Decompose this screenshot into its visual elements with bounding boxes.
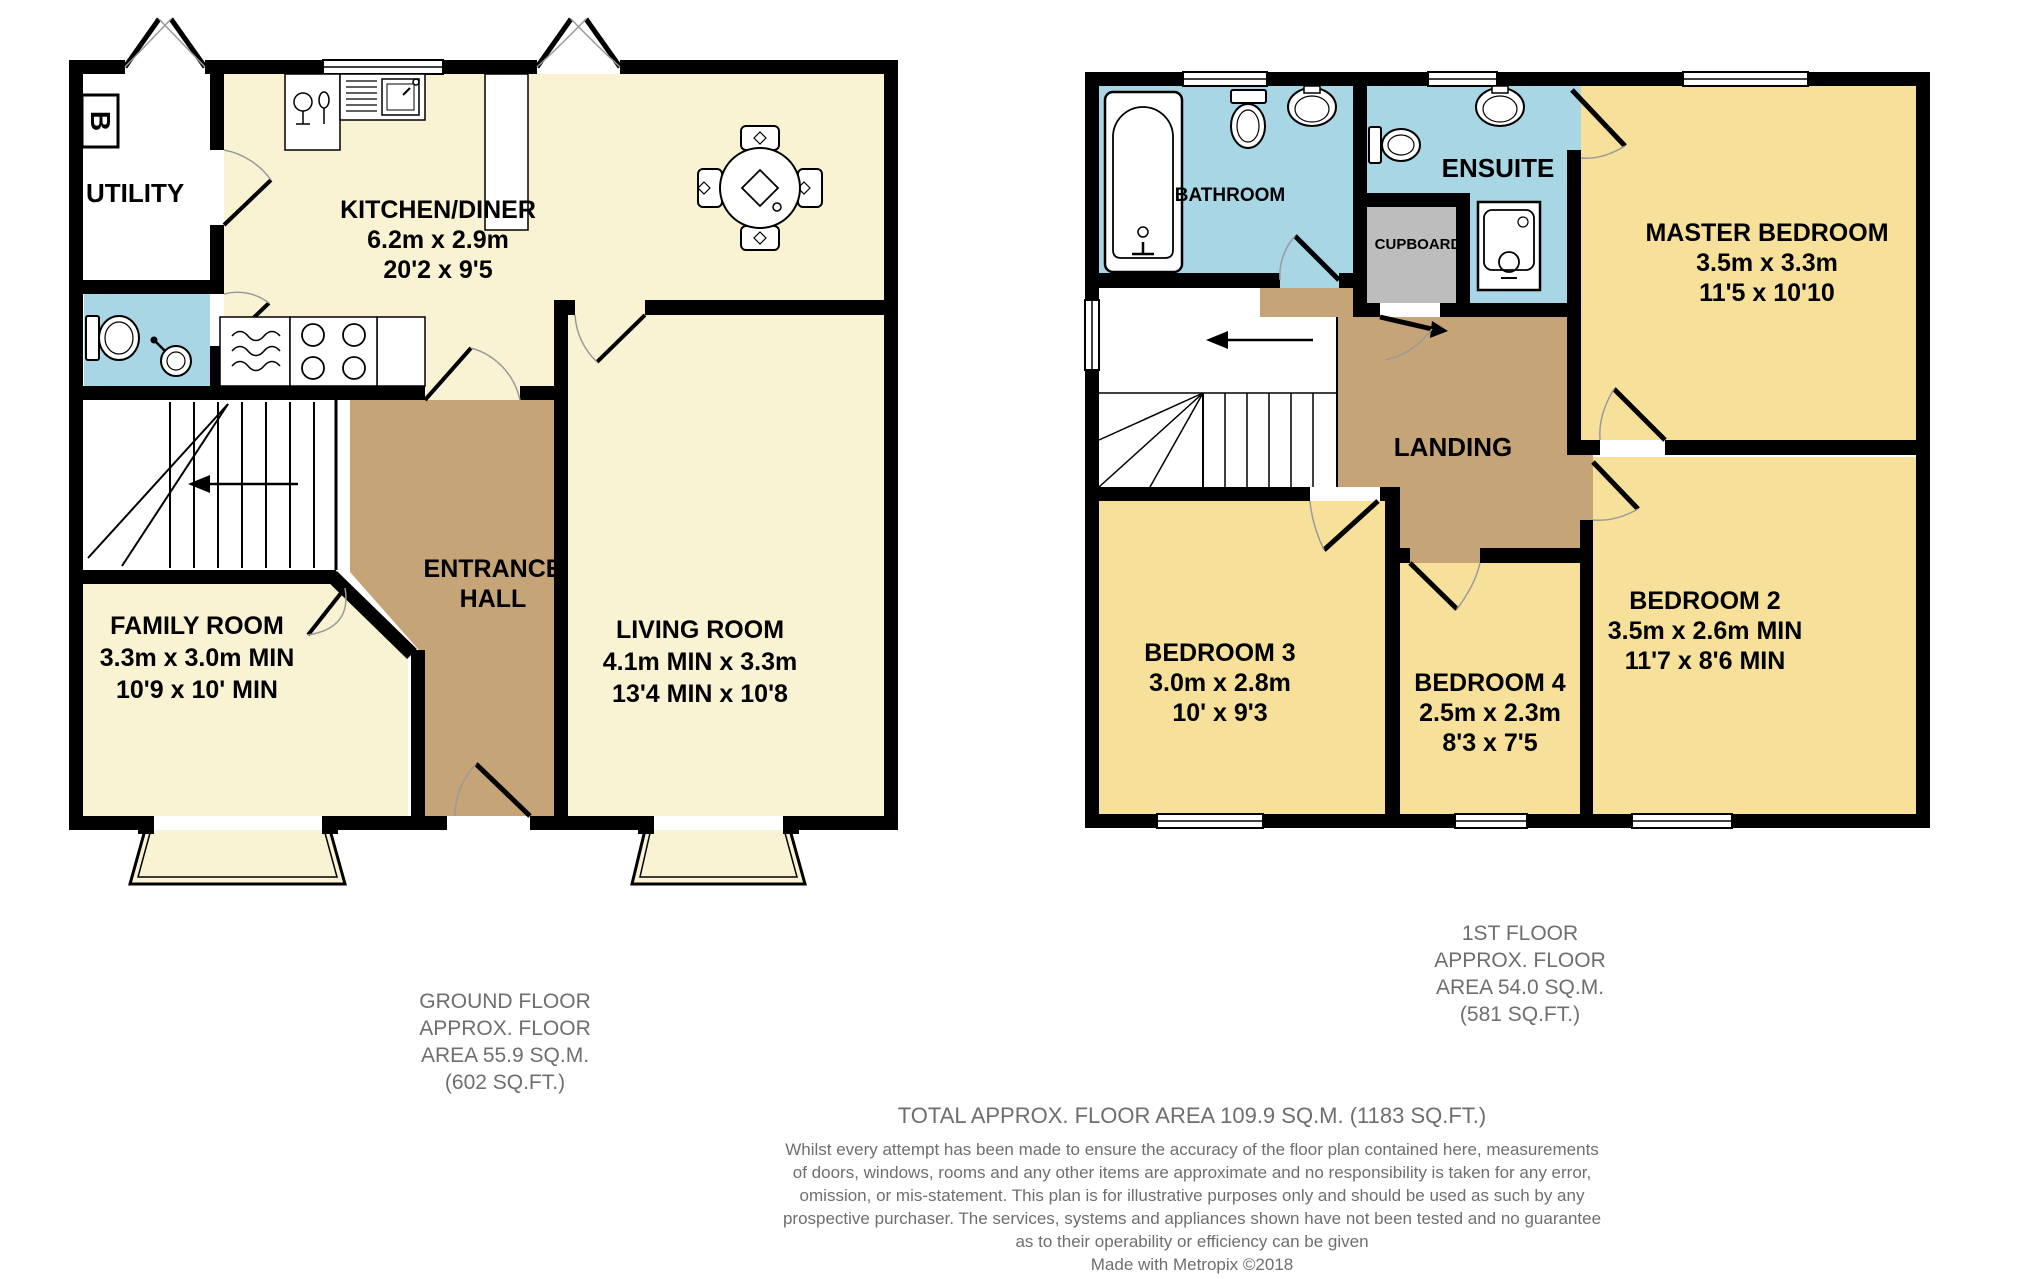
oven-icon (220, 317, 290, 386)
cupboard-label: CUPBOARD (1374, 236, 1462, 253)
bedroom4-label: BEDROOM 4 2.5m x 2.3m 8'3 x 7'5 (1414, 669, 1566, 757)
bedroom2-label: BEDROOM 2 3.5m x 2.6m MIN 11'7 x 8'6 MIN (1607, 587, 1803, 675)
toilet-icon (1231, 90, 1266, 148)
ground-floor-caption: GROUND FLOOR APPROX. FLOOR AREA 55.9 SQ.M. (602 SQ.FT.) (419, 990, 591, 1094)
boiler-label: B (84, 110, 116, 132)
disclaimer-line: of doors, windows, rooms and any other items are approximate and no responsibility is taken for any error, (792, 1163, 1592, 1182)
entrance-hall-label: ENTRANCE HALL (423, 555, 563, 613)
total-floor-area: TOTAL APPROX. FLOOR AREA 109.9 SQ.M. (1183 SQ.FT.) (897, 1103, 1487, 1128)
toilet-icon (86, 316, 139, 360)
bathroom-label: BATHROOM (1174, 185, 1286, 206)
kitchen-label: KITCHEN/DINER 6.2m x 2.9m 20'2 x 9'5 (340, 196, 536, 284)
first-floor-plan (1080, 10, 1940, 890)
glass-cabinet-icon (285, 74, 340, 150)
disclaimer-line: Whilst every attempt has been made to ensure the accuracy of the floor plan contained here, measurements (785, 1140, 1599, 1159)
living-room-label: LIVING ROOM 4.1m MIN x 3.3m 13'4 MIN x 10'8 (602, 616, 798, 708)
disclaimer (392, 1138, 1992, 1276)
first-floor-caption: 1ST FLOOR APPROX. FLOOR AREA 54.0 SQ.M. (581 SQ.FT.) (1434, 922, 1606, 1026)
master-bedroom-label: MASTER BEDROOM 3.5m x 3.3m 11'5 x 10'10 (1645, 219, 1889, 307)
disclaimer-line: as to their operability or efficiency can be given (1015, 1232, 1369, 1251)
appliance-icon (377, 317, 425, 386)
disclaimer-line: prospective purchaser. The services, systems and appliances shown have not been tested and no guarantee (782, 1209, 1602, 1228)
sink-icon (340, 74, 425, 120)
ensuite-label: ENSUITE (1441, 153, 1555, 183)
bath-icon (1105, 92, 1182, 272)
disclaimer-line: omission, or mis-statement. This plan is for illustrative purposes only and should be used as such by any (799, 1186, 1585, 1205)
utility-label: UTILITY (86, 178, 185, 208)
ground-floor-drawing (60, 10, 920, 890)
shower-basin-icon (1478, 202, 1540, 290)
ground-floor-plan (60, 10, 920, 890)
metropix-credit: Made with Metropix ©2018 (1090, 1255, 1294, 1274)
bedroom3-label: BEDROOM 3 3.0m x 2.8m 10' x 9'3 (1144, 639, 1296, 727)
landing-label: LANDING (1393, 432, 1513, 462)
hob-icon (290, 317, 377, 386)
family-room-label: FAMILY ROOM 3.3m x 3.0m MIN 10'9 x 10' MIN (99, 612, 295, 704)
